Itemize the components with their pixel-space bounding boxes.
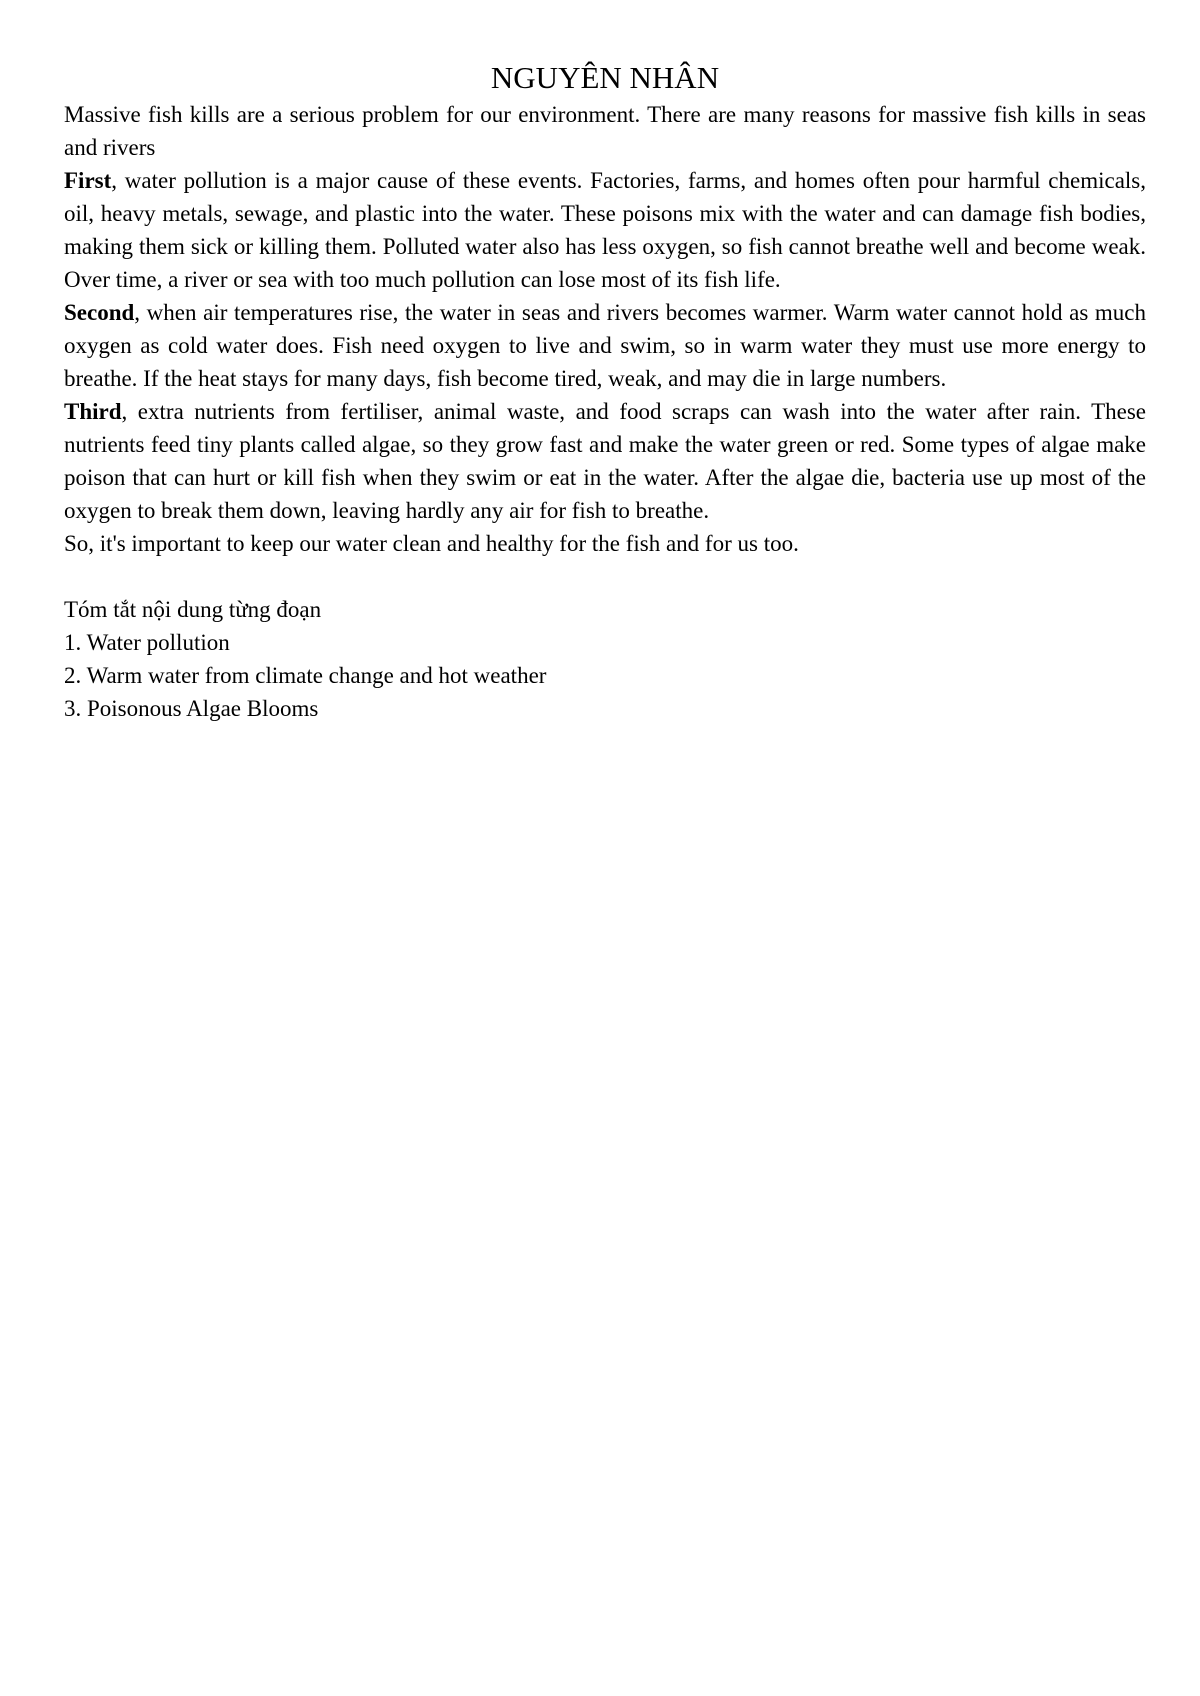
paragraph-lead: First bbox=[64, 168, 112, 193]
paragraph-lead: Third bbox=[64, 399, 122, 424]
paragraph-body: , water pollution is a major cause of these events. Factories, farms, and homes often pour harmful chemicals, oil, heavy metals, sewage, and plastic into the water. These poisons mix with the water and can damage fish bodies, making them sick or killing them. Polluted water also has less oxygen, so fish cannot breathe well and become weak. Over time, a river or sea with too much pollution can lose most of its fish life. bbox=[64, 168, 1146, 292]
summary-item: 3. Poisonous Algae Blooms bbox=[64, 696, 319, 721]
paragraph-third bbox=[64, 395, 1146, 527]
document-title: NGUYÊN NHÂN bbox=[490, 60, 720, 95]
summary-list bbox=[64, 626, 1146, 725]
summary-item: 2. Warm water from climate change and hot weather bbox=[64, 663, 547, 688]
document-page bbox=[64, 56, 1146, 725]
summary-heading: Tóm tắt nội dung từng đoạn bbox=[64, 597, 322, 622]
intro-paragraph: Massive fish kills are a serious problem for our environment. There are many reasons for massive fish kills in seas and rivers bbox=[64, 102, 1146, 160]
summary-item: 1. Water pollution bbox=[64, 630, 230, 655]
paragraph-first bbox=[64, 164, 1146, 296]
paragraph-lead: Second bbox=[64, 300, 135, 325]
blank-line bbox=[64, 560, 1146, 593]
paragraph-body: , extra nutrients from fertiliser, animal waste, and food scraps can wash into the water after rain. These nutrients feed tiny plants called algae, so they grow fast and make the water green or red. Some types of algae make poison that can hurt or kill fish when they swim or eat in the water. After the algae die, bacteria use up most of the oxygen to break them down, leaving hardly any air for fish to breathe. bbox=[64, 399, 1146, 523]
paragraph-second bbox=[64, 296, 1146, 395]
paragraph-body: , when air temperatures rise, the water in seas and rivers becomes warmer. Warm water cannot hold as much oxygen as cold water does. Fish need oxygen to live and swim, so in warm water they must use more energy to breathe. If the heat stays for many days, fish become tired, weak, and may die in large numbers. bbox=[64, 300, 1146, 391]
conclusion-paragraph: So, it's important to keep our water clean and healthy for the fish and for us too. bbox=[64, 531, 799, 556]
